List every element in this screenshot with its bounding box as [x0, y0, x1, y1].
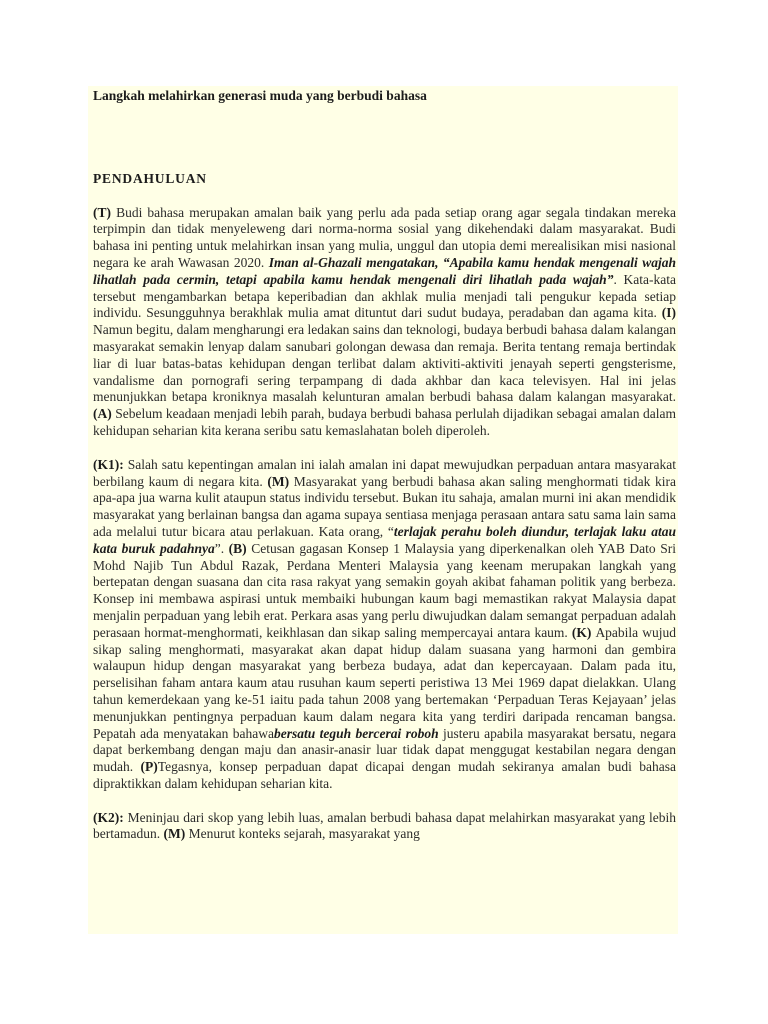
- paragraph-pendahuluan: [93, 205, 676, 440]
- paragraph-text: Apabila wujud sikap saling menghormati, masyarakat akan dapat hidup dalam suasana yang harmoni dan gembira walaupun hidup dengan masyarakat yang berbeza budaya, adat dan kepercayaan. Dalam pada itu, perselisihan faham antara kaum atau rusuhan kaum seperti peristiwa 13 Mei 1969 dapat dielakkan. Ulang tahun kemerdekaan yang ke-51 iaitu pada tahun 2008 yang bertemakan ‘Perpaduan Teras Kejayaan’ jelas menunjukkan pentingnya perpaduan kaum dalam negara kita yang terdiri daripada rencaman bangsa. Pepatah ada menyatakan bahawa: [93, 624, 676, 741]
- paragraph-text: Meninjau dari skop yang lebih luas, amalan berbudi bahasa dapat melahirkan masyarakat yang lebih bertamadun.: [93, 809, 676, 842]
- quotation-text: Iman al-Ghazali mengatakan, “Apabila kamu hendak mengenali wajah lihatlah pada cermin, tetapi apabila kamu hendak mengenali diri lihatlah pada wajah”: [93, 254, 676, 287]
- paragraph-marker: (M): [163, 826, 189, 842]
- paragraph-text: Menurut konteks sejarah, masyarakat yang: [188, 826, 420, 842]
- paragraph-text: Masyarakat yang berbudi bahasa akan saling menghormati tidak kira apa-apa jua warna kulit ataupun status individu tersebut. Bukan itu sahaja, amalan murni ini akan mendidik masyarakat yang berlainan bangsa dan agama supaya sentiasa menjaga perasaan antara satu sama lain sama ada melalui tutur bicara atau perlakuan. Kata orang, “: [93, 473, 676, 539]
- paragraph-marker: (B): [228, 540, 252, 556]
- section-heading: PENDAHULUAN: [93, 170, 207, 186]
- paragraph-text: Namun begitu, dalam mengharungi era ledakan sains dan teknologi, budaya berbudi bahasa dalam kalangan masyarakat semakin lenyap dalam sanubari golongan dewasa dan remaja. Berita tentang remaja bertindak liar di luar batas-batas kehidupan dengan terlibat dalam aktiviti-aktiviti jenayah seperti gengsterisme, vandalisme dan pornografi sering terpampang di dada akhbar dan kaca televisyen. Hal ini jelas menunjukkan betapa kroniknya masalah kelunturan amalan berbudi bahasa dalam kalangan masyarakat.: [93, 322, 676, 405]
- paragraph-text: Sebelum keadaan menjadi lebih parah, budaya berbudi bahasa perlulah dijadikan sebagai amalan dalam kehidupan seharian kita kerana seribu satu kemaslahatan boleh diperoleh.: [93, 406, 676, 438]
- paragraph-marker: (A): [93, 406, 116, 422]
- document-body: [88, 86, 678, 934]
- paragraph-k2: [93, 810, 676, 844]
- paragraph-marker: (I): [661, 305, 676, 321]
- paragraph-marker: (K): [571, 624, 596, 640]
- paragraph-marker: (P): [140, 759, 158, 775]
- paragraph-text: Budi bahasa merupakan amalan baik yang perlu ada pada setiap orang agar segala tindakan mereka terpimpin dan tidak menyeleweng dari norma-norma sosial yang dikehendaki dalam masyarakat. Budi bahasa ini penting untuk melahirkan insan yang mulia, unggul dan utopia demi merealisikan misi nasional negara ke arah Wawasan 2020.: [93, 204, 676, 270]
- paragraph-text: . Kata-kata tersebut mengambarkan betapa keperibadian dan akhlak mulia menjadi tali pengukur kepada setiap individu. Sesungguhnya berakhlak mulia amat dituntut dari sudut budaya, peradaban dan agama kita.: [93, 271, 676, 321]
- paragraph-text: Cetusan gagasan Konsep 1 Malaysia yang diperkenalkan oleh YAB Dato Sri Mohd Najib Tun Abdul Razak, Perdana Menteri Malaysia yang keenam merupakan langkah yang bertepatan dengan suasana dan cita rasa rakyat yang semakin goyah akibat fahaman politik yang berbeza. Konsep ini membawa aspirasi untuk membaiki hubungan kaum bagi memastikan rakyat Malaysia dapat menjalin perpaduan yang lebih erat. Perkara asas yang perlu diwujudkan dalam semangat perpaduan adalah perasaan hormat-menghormati, keikhlasan dan sikap saling mempercayai antara kaum.: [93, 540, 677, 640]
- paragraph-text: Salah satu kepentingan amalan ini ialah amalan ini dapat mewujudkan perpaduan antara masyarakat berbilang kaum di negara kita.: [93, 456, 676, 489]
- paragraph-marker: (K2):: [93, 809, 128, 825]
- document-title: Langkah melahirkan generasi muda yang berbudi bahasa: [93, 88, 427, 103]
- quotation-text: terlajak perahu boleh diundur, terlajak laku atau kata buruk padahnya: [93, 523, 676, 556]
- quotation: [274, 726, 439, 741]
- paragraph-marker: (T): [93, 204, 117, 220]
- document-content: [88, 86, 678, 843]
- paragraph-text: Tegasnya, konsep perpaduan dapat dicapai dengan mudah sekiranya amalan budi bahasa dipraktikkan dalam kehidupan seharian kita.: [93, 759, 676, 791]
- paragraph-text: justeru apabila masyarakat bersatu, negara dapat berkembang dengan maju dan anasir-anasir luar tidak dapat menggugat kestabilan negara dengan mudah.: [93, 725, 676, 775]
- paragraph-text: ”.: [214, 540, 229, 556]
- paragraph-marker: (M): [267, 473, 294, 489]
- paragraph-k1: [93, 457, 676, 793]
- paragraph-marker: (K1):: [93, 456, 128, 472]
- quotation-text: bersatu teguh bercerai roboh: [274, 725, 439, 741]
